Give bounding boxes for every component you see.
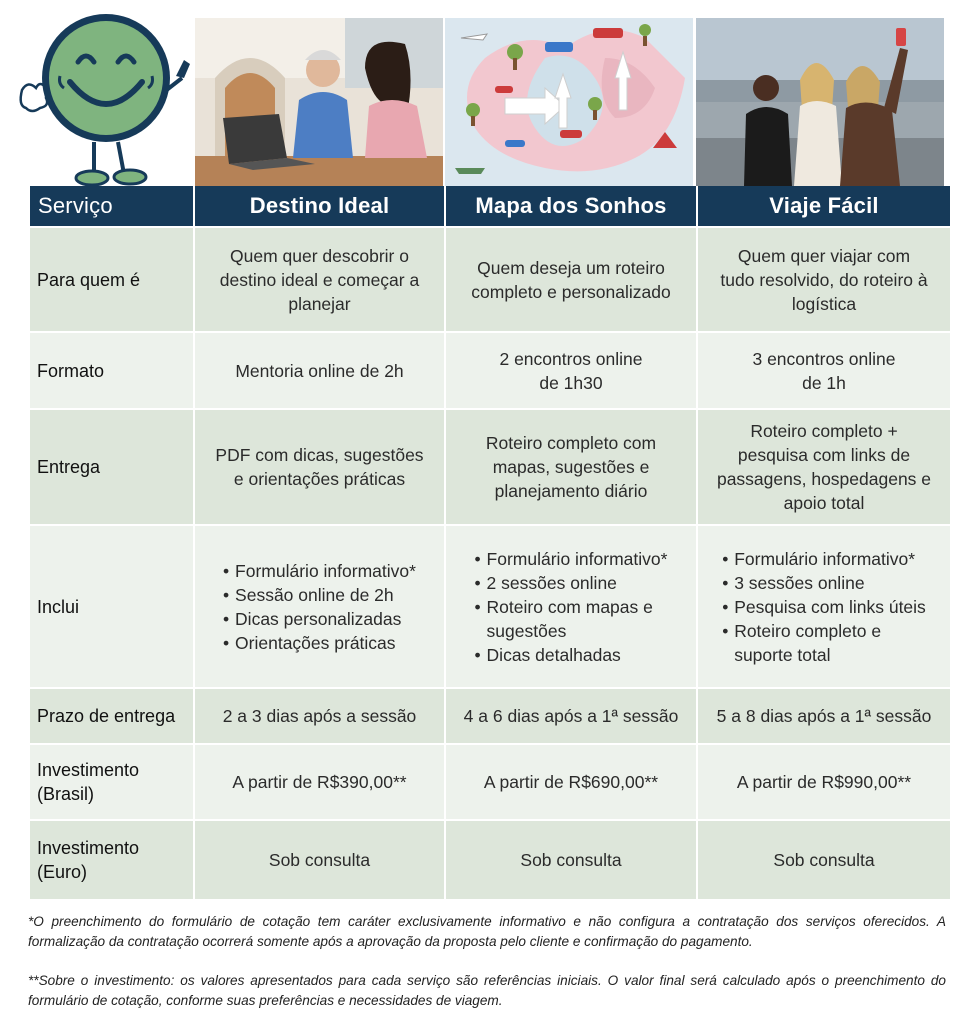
list-item: • Dicas personalizadas [223,607,416,631]
cell-prazo-destino: 2 a 3 dias após a sessão [195,689,444,743]
header-mapa-dos-sonhos: Mapa dos Sonhos [446,186,696,226]
cell-para-quem-destino: Quem quer descobrir o destino ideal e começar a planejar [195,228,444,331]
list-item: • Dicas detalhadas [475,643,668,667]
services-comparison-table [30,186,944,899]
list-item: • Roteiro completo e suporte total [722,619,926,667]
list-item: • Roteiro com mapas e sugestões [475,595,668,643]
inclui-list-viaje [722,547,926,667]
cell-entrega-mapa: Roteiro completo com mapas, sugestões e planejamento diário [446,410,696,524]
row-label-prazo: Prazo de entrega [30,689,193,743]
footnote-investimento: **Sobre o investimento: os valores apresentados para cada serviço são referências iniciais. O valor final será calculado após o preenchimento do formulário de cotação, conforme suas preferências e necessidades de viagem. [28,973,946,1008]
cell-euro-mapa: Sob consulta [446,821,696,899]
cell-brasil-mapa: A partir de R$690,00** [446,745,696,819]
list-item: • 3 sessões online [722,571,926,595]
cell-entrega-destino: PDF com dicas, sugestões e orientações práticas [195,410,444,524]
header-servico: Serviço [30,186,193,226]
list-item: • Formulário informativo* [722,547,926,571]
cell-formato-destino: Mentoria online de 2h [195,333,444,408]
header-destino-ideal: Destino Ideal [195,186,444,226]
footnotes [28,912,946,1011]
row-label-investimento-euro: Investimento (Euro) [30,821,193,899]
inclui-list-destino [223,559,416,655]
row-label-formato: Formato [30,333,193,408]
inclui-list-mapa [475,547,668,667]
list-item: • Pesquisa com links úteis [722,595,926,619]
cell-euro-destino: Sob consulta [195,821,444,899]
row-label-para-quem: Para quem é [30,228,193,331]
cell-brasil-destino: A partir de R$390,00** [195,745,444,819]
row-label-entrega: Entrega [30,410,193,524]
list-item: • Formulário informativo* [475,547,668,571]
cell-prazo-mapa: 4 a 6 dias após a 1ª sessão [446,689,696,743]
list-item: • 2 sessões online [475,571,668,595]
couple-laptop-photo [195,18,443,186]
cell-formato-viaje: 3 encontros online de 1h [698,333,950,408]
list-item: • Formulário informativo* [223,559,416,583]
cell-para-quem-viaje: Quem quer viajar com tudo resolvido, do roteiro à logística [698,228,950,331]
header-images [0,0,970,186]
list-item: • Sessão online de 2h [223,583,416,607]
travel-map-photo [445,18,693,186]
cell-inclui-destino [195,526,444,687]
cell-inclui-viaje [698,526,950,687]
cell-para-quem-mapa: Quem deseja um roteiro completo e personalizado [446,228,696,331]
smiley-mascot-icon [14,6,196,188]
list-item: • Orientações práticas [223,631,416,655]
cell-euro-viaje: Sob consulta [698,821,950,899]
friends-selfie-photo [696,18,944,186]
footnote-formulario: *O preenchimento do formulário de cotação tem caráter exclusivamente informativo e não configura a contratação dos serviços oferecidos. A formalização da contratação ocorrerá somente após a aprovação da proposta pelo cliente e confirmação do pagamento. [28,914,946,949]
cell-formato-mapa: 2 encontros online de 1h30 [446,333,696,408]
row-label-investimento-brasil: Investimento (Brasil) [30,745,193,819]
cell-brasil-viaje: A partir de R$990,00** [698,745,950,819]
cell-prazo-viaje: 5 a 8 dias após a 1ª sessão [698,689,950,743]
cell-inclui-mapa [446,526,696,687]
header-viaje-facil: Viaje Fácil [698,186,950,226]
row-label-inclui: Inclui [30,526,193,687]
cell-entrega-viaje: Roteiro completo + pesquisa com links de passagens, hospedagens e apoio total [698,410,950,524]
